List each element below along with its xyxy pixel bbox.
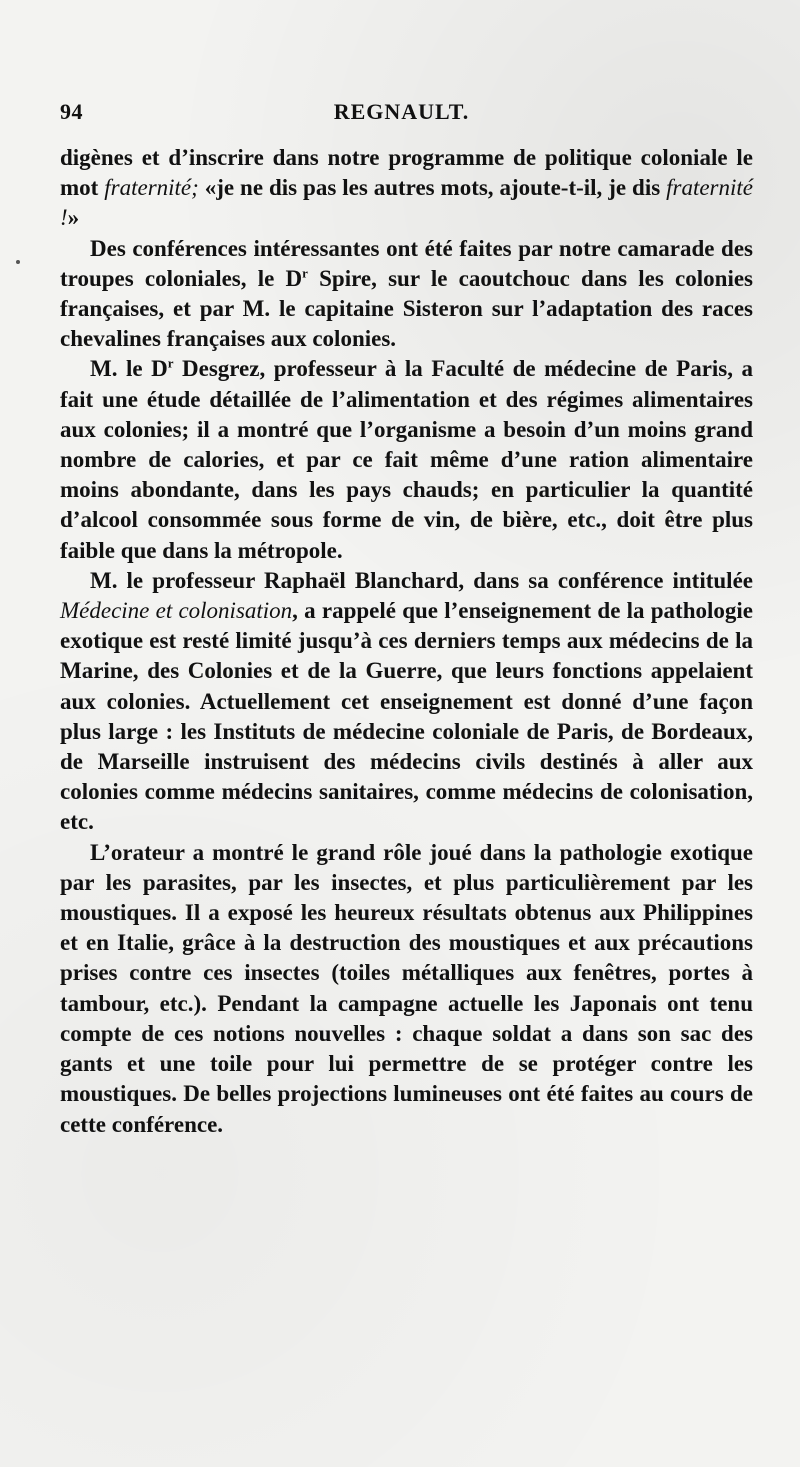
paragraph-orateur — [60, 838, 753, 1140]
italic-term: fraternité ! — [60, 175, 753, 231]
superscript: r — [302, 265, 308, 281]
running-head: REGNAULT. — [333, 99, 470, 124]
italic-term: fraternité; — [104, 175, 199, 201]
superscript: r — [167, 355, 174, 371]
paragraph-text: L’orateur a montré le grand rôle joué dans la pathologie exotique par les parasites, par les insectes, et plus particulièrement par les moustiques. Il a exposé les heureux résultats obtenus aux Philippines et en Italie, grâce à la destruction des moustiques et aux précautions prises contre ces insectes (toiles métalliques aux fenêtres, portes à tambour, etc.). Pendant la campagne actuelle les Japonais ont tenu compte de ces notions nouvelles : chaque soldat a dans son sac des gants et une toile pour lui permettre de se protéger contre les moustiques. De belles projections lumineuses ont été faites au cours de cette conférence. — [60, 839, 753, 1137]
paragraph-text: Spire, sur le caoutchouc dans les colonies françaises, et par M. le capitaine Sisteron sur l’adaptation des races chevalines françaises aux colonies. — [60, 265, 753, 352]
paragraph-text: M. le D — [90, 356, 168, 382]
paragraph-text: » — [67, 205, 80, 231]
italic-title: Médecine et colonisation — [60, 598, 293, 624]
paragraph-desgrez — [60, 354, 753, 565]
page-number: 94 — [60, 99, 83, 124]
paragraph-text: «je ne dis pas les autres mots, ajoute-t-il, je dis — [198, 175, 667, 201]
paragraph-text: digènes et d’inscrire dans notre programme de politique coloniale le mot — [60, 145, 753, 201]
paragraph-text: Des conférences intéressantes ont été faites par notre camarade des troupes coloniales, le D — [60, 235, 753, 291]
paragraph-text: Desgrez, professeur à la Faculté de médecine de Paris, a fait une étude détaillée de l’alimentation et des régimes alimentaires aux colonies; il a montré que l’organisme a besoin d’un moins grand nombre de calories, et par ce fait même d’une ration alimentaire moins abondante, dans les pays chauds; en particulier la quantité d’alcool consommée sous forme de vin, de bière, etc., doit être plus faible que dans la métropole. — [60, 356, 754, 563]
paragraph-text: , a rappelé que l’enseignement de la pathologie exotique est resté limité jusqu’à ces derniers temps aux médecins de la Marine, des Colonies et de la Guerre, que leurs fonctions appelaient aux colonies. Actuellement cet enseignement est donné d’une façon plus large : les Instituts de médecine coloniale de Paris, de Bordeaux, de Marseille instruisent des médecins civils destinés à aller aux colonies comme médecins sanitaires, comme médecins de colonisation, etc. — [60, 598, 753, 835]
page-header — [60, 99, 743, 133]
paragraph-blanchard — [60, 566, 753, 838]
margin-mark — [16, 260, 20, 264]
paragraph-text: M. le professeur Raphaël Blanchard, dans sa conférence intitulée — [90, 567, 753, 593]
paragraph-continuation — [60, 143, 753, 234]
body-text — [60, 143, 753, 1140]
paragraph-conferences — [60, 234, 753, 355]
